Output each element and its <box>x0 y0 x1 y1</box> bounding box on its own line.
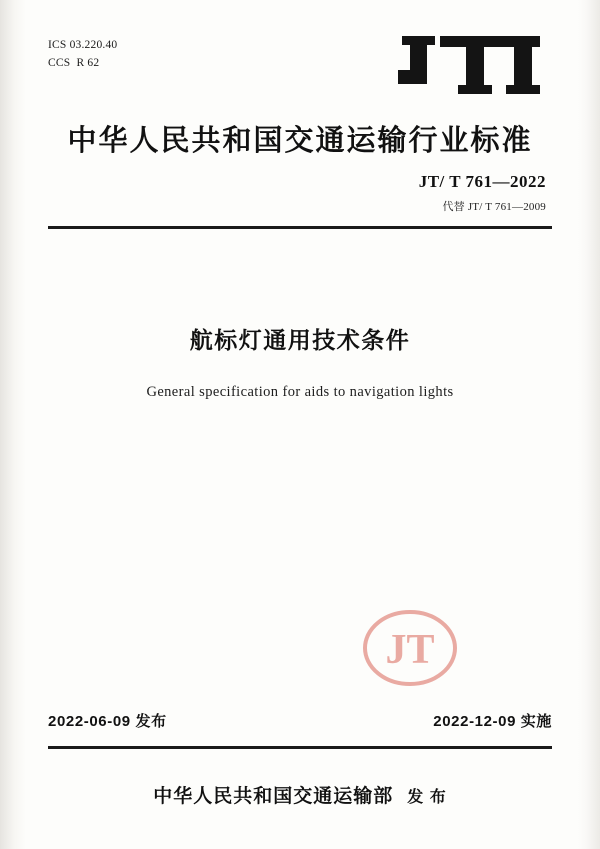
cover-dates <box>48 710 552 731</box>
jt-round-stamp-icon <box>354 600 466 696</box>
svg-text:JT: JT <box>385 627 435 673</box>
ccs-code: CCS R 62 <box>48 57 100 69</box>
cover-content <box>48 0 552 849</box>
jt-emblem-icon <box>396 30 546 106</box>
standard-number: JT/ T 761—2022 <box>418 172 546 191</box>
publisher-verb: 发 布 <box>407 789 447 806</box>
publisher-line <box>48 781 552 808</box>
document-title-cn: 航标灯通用技术条件 <box>189 327 411 353</box>
document-title-en: General specification for aids to navigation lights <box>146 384 454 400</box>
ics-code: ICS 03.220.40 <box>48 39 118 51</box>
header-divider <box>48 226 552 229</box>
standard-number-block <box>48 172 552 214</box>
publisher-name: 中华人民共和国交通运输部 <box>153 786 394 807</box>
implementation-date: 2022-12-09 实施 <box>433 713 552 730</box>
replaced-standard: 代替 JT/ T 761—2009 <box>442 201 546 213</box>
classification-codes <box>48 36 117 72</box>
standard-series-title: 中华人民共和国交通运输行业标准 <box>67 125 533 157</box>
issue-date: 2022-06-09 发布 <box>48 713 167 730</box>
cover-header <box>48 36 552 106</box>
footer-divider <box>48 746 552 749</box>
